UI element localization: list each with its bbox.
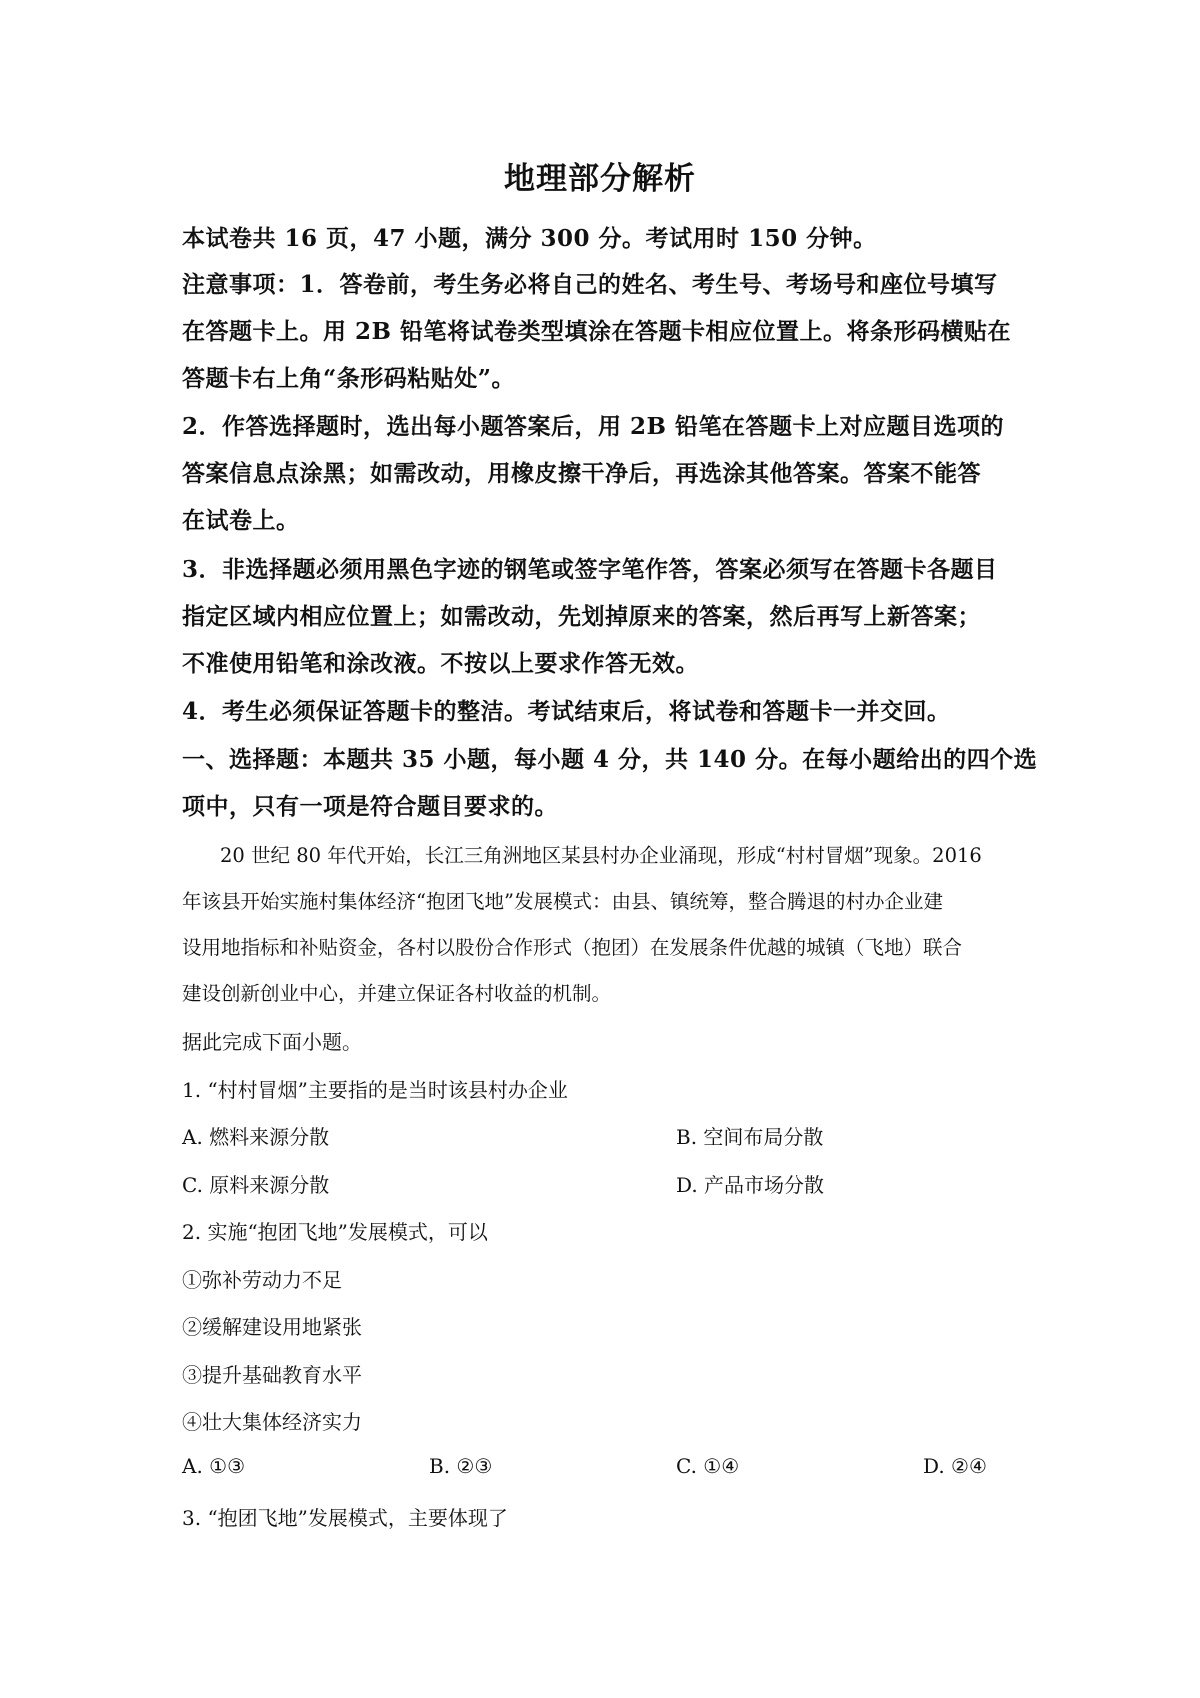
q2-option-c: C. ①④	[676, 1454, 740, 1478]
question-3-stem: 3. “抱团飞地”发展模式，主要体现了	[182, 1506, 508, 1530]
header-line: 在试卷上。	[182, 507, 300, 534]
question-1-stem: 1. “村村冒烟”主要指的是当时该县村办企业	[182, 1078, 568, 1102]
q2-item: ①弥补劳动力不足	[182, 1268, 342, 1292]
q2-option-a: A. ①③	[182, 1454, 246, 1478]
section-heading: 一、选择题：本题共 35 小题，每小题 4 分，共 140 分。在每小题给出的四个选	[182, 746, 1038, 773]
header-line: 3．非选择题必须用黑色字迹的钢笔或签字笔作答，答案必须写在答题卡各题目	[182, 556, 998, 583]
header-line: 在答题卡上。用 2B 铅笔将试卷类型填涂在答题卡相应位置上。将条形码横贴在	[182, 318, 1011, 345]
q1-option-b: B. 空间布局分散	[676, 1125, 824, 1149]
page-title: 地理部分解析	[504, 161, 696, 197]
q1-option-c: C. 原料来源分散	[182, 1173, 330, 1197]
q2-item: ②缓解建设用地紧张	[182, 1315, 362, 1339]
q2-option-d: D. ②④	[923, 1454, 987, 1478]
instruction: 据此完成下面小题。	[182, 1030, 362, 1054]
header-line: 答案信息点涂黑；如需改动，用橡皮擦干净后，再选涂其他答案。答案不能答	[182, 460, 981, 487]
header-line: 指定区域内相应位置上；如需改动，先划掉原来的答案，然后再写上新答案；	[182, 603, 981, 630]
q2-item: ④壮大集体经济实力	[182, 1410, 362, 1434]
header-line: 本试卷共 16 页，47 小题，满分 300 分。考试用时 150 分钟。	[182, 225, 877, 252]
passage-line: 年该县开始实施村集体经济“抱团飞地”发展模式：由县、镇统筹，整合腾退的村办企业建	[182, 890, 943, 913]
passage-line: 设用地指标和补贴资金，各村以股份合作形式（抱团）在发展条件优越的城镇（飞地）联合	[182, 936, 963, 959]
passage-line: 建设创新创业中心，并建立保证各村收益的机制。	[182, 982, 612, 1005]
header-line: 2．作答选择题时，选出每小题答案后，用 2B 铅笔在答题卡上对应题目选项的	[182, 413, 1004, 440]
header-line: 4．考生必须保证答题卡的整洁。考试结束后，将试卷和答题卡一并交回。	[182, 698, 951, 725]
q1-option-a: A. 燃料来源分散	[182, 1125, 330, 1149]
q2-option-b: B. ②③	[429, 1454, 493, 1478]
passage-line: 20 世纪 80 年代开始，长江三角洲地区某县村办企业涌现，形成“村村冒烟”现象。2016	[220, 844, 982, 867]
q1-option-d: D. 产品市场分散	[676, 1173, 825, 1197]
q2-item: ③提升基础教育水平	[182, 1363, 362, 1387]
header-line: 答题卡右上角“条形码粘贴处”。	[182, 365, 515, 392]
header-line: 不准使用铅笔和涂改液。不按以上要求作答无效。	[182, 650, 699, 677]
header-line: 注意事项：1．答卷前，考生务必将自己的姓名、考生号、考场号和座位号填写	[182, 271, 998, 298]
section-heading: 项中，只有一项是符合题目要求的。	[182, 793, 558, 820]
question-2-stem: 2. 实施“抱团飞地”发展模式，可以	[182, 1220, 488, 1244]
